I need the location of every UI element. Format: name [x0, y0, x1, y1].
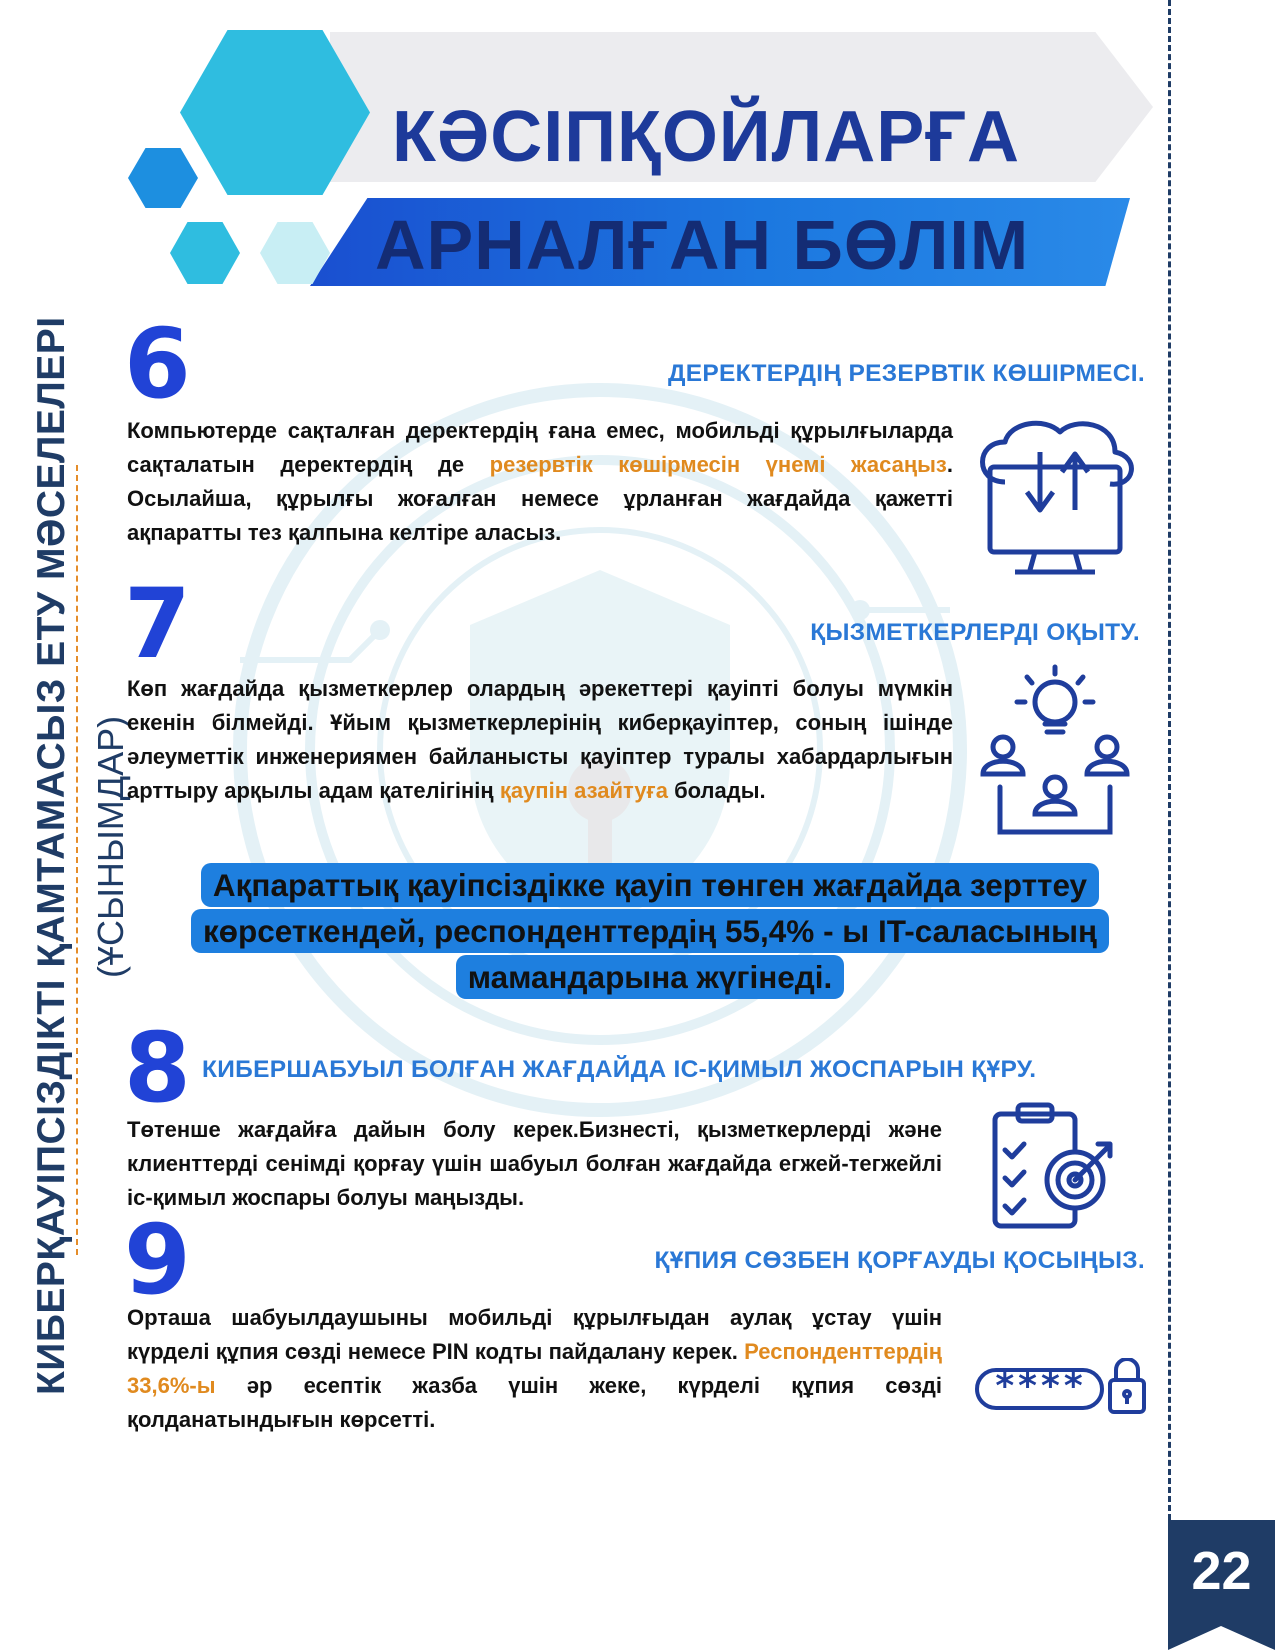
page-number: 22 [1191, 1541, 1252, 1601]
header-title-line1: КӘСІПҚОЙЛАРҒА [392, 97, 1021, 177]
page-number-tab [1168, 1520, 1275, 1650]
cloud-sync-monitor-icon [965, 412, 1145, 582]
team-training-icon [975, 662, 1135, 842]
action-plan-clipboard-icon [990, 1102, 1120, 1232]
side-subtitle: (ҰСЫНЫМДАР) [90, 715, 131, 978]
hexagon-medium [128, 148, 198, 208]
side-dashed-divider [76, 465, 78, 1255]
side-title: КИБЕРҚАУІПСІЗДІКТІ ҚАМТАМАСЫЗ ЕТУ МӘСЕЛЕЛЕРІ [30, 316, 73, 1395]
statistics-callout [160, 862, 1140, 1000]
section-heading-7: ҚЫЗМЕТКЕРЛЕРДІ ОҚЫТУ. [810, 619, 1140, 646]
header-title-line2: АРНАЛҒАН БӨЛІМ [375, 206, 1030, 284]
password-lock-icon [975, 1358, 1150, 1418]
callout-text: Ақпараттық қауіпсіздікке қауіп төнген жағдайда зерттеу көрсеткендей, респонденттердің 55,4% - ы IT-саласының мамандарына жүгінеді. [191, 863, 1109, 999]
section-text-6: Компьютерде сақталған деректердің ғана емес, мобильді құрылғыларда сақталатын деректердің де резервтік көшірмесін үнемі жасаңыз. Осылайша, құрылғы жоғалған немесе ұрланған жағдайда қажетті ақпаратты тез қалпына келтіре аласыз. [127, 418, 953, 545]
hexagon-small-blue [170, 222, 240, 284]
page-border-dashed [1168, 0, 1171, 1520]
section-number-7: 7 [124, 568, 191, 680]
section-heading-9: ҚҰПИЯ СӨЗБЕН ҚОРҒАУДЫ ҚОСЫҢЫЗ. [654, 1247, 1145, 1274]
section-heading-6: ДЕРЕКТЕРДІҢ РЕЗЕРВТІК КӨШІРМЕСІ. [667, 360, 1145, 387]
section-text-7: Көп жағдайда қызметкерлер олардың әрекеттері қауіпті болуы мүмкін екенін білмейді. Ұйым қызметкерлерінің киберқауіптер, соның ішінде әлеуметтік инженериямен байланысты қауіптер туралы хабардарлығын арттыру арқылы адам қателігінің қаупін азайтуға болады. [127, 676, 953, 803]
tab-notch [1168, 1626, 1275, 1650]
password-mask: **** [995, 1366, 1087, 1407]
section-text-9: Орташа шабуылдаушыны мобильді құрылғыдан аулақ ұстау үшін күрделі құпия сөзді немесе PIN кодты пайдалану керек. Респонденттердің 33,6%-ы әр есептік жазба үшін жеке, күрделі құпия сөзді қолданатындығын көрсетті. [127, 1305, 942, 1432]
section-heading-8: КИБЕРШАБУЫЛ БОЛҒАН ЖАҒДАЙДА ІС-ҚИМЫЛ ЖОСПАРЫН ҚҰРУ. [202, 1056, 1037, 1083]
section-number-6: 6 [124, 308, 191, 420]
section-text-8: Төтенше жағдайға дайын болу керек.Бизнесті, қызметкерлерді және клиенттерді сенімді қорғау үшін шабуыл болған жағдайда егжей-тегжейлі іс-қимыл жоспары болуы маңызды. [127, 1117, 942, 1210]
section-number-9: 9 [124, 1204, 191, 1316]
section-number-8: 8 [124, 1012, 191, 1124]
